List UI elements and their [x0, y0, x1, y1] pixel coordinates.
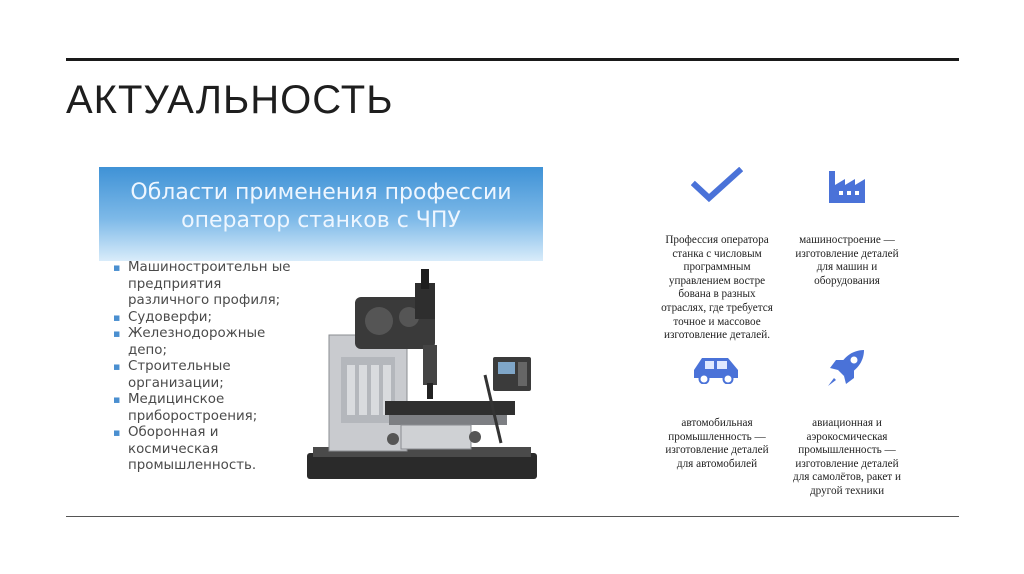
list-item: ▪ Строительные организации; — [113, 359, 231, 391]
list-item: ▪ Железнодорожные депо; — [113, 326, 266, 358]
application-areas-list — [111, 260, 291, 475]
bullet-icon: ▪ — [113, 393, 121, 406]
infographic-title-line-2: оператор станков с ЧПУ — [181, 208, 461, 233]
bullet-icon: ▪ — [113, 261, 121, 274]
checkmark-icon — [691, 167, 743, 203]
title-top-rule — [66, 58, 959, 61]
feature-text-mechanical-engineering: машиностроение — изготовление деталей для машин и оборудования — [795, 234, 899, 287]
feature-text-automotive: автомобильная промышленность — изготовление деталей для автомобилей — [665, 417, 769, 470]
bullet-icon: ▪ — [113, 310, 121, 324]
feature-text-aerospace: авиационная и аэрокосмическая промышленность — изготовление деталей для самолётов, ракет и другой техники — [793, 417, 901, 497]
list-item: ▪ Медицинское приборостроения; — [113, 392, 258, 424]
slide-title: АКТУАЛЬНОСТЬ — [66, 78, 394, 122]
rocket-icon — [824, 344, 870, 390]
infographic-title-line-1: Области применения профессии — [130, 180, 512, 205]
bullet-icon: ▪ — [113, 426, 121, 439]
list-item: ▪ Машиностроительн ые предприятия различного профиля; — [113, 260, 291, 308]
car-icon — [688, 352, 744, 384]
factory-icon — [827, 165, 867, 205]
list-item: ▪ Судоверфи; — [113, 309, 213, 325]
bullet-icon: ▪ — [113, 360, 121, 373]
list-item: ▪ Оборонная и космическая промышленность. — [113, 425, 257, 473]
bullet-icon: ▪ — [113, 327, 121, 340]
milling-machine-image — [289, 265, 541, 489]
feature-text-cnc-demand: Профессия оператора станка с числовым программным управлением востре бована в разных отраслях, где требуется точное и массовое изготовление деталей. — [661, 234, 773, 342]
bottom-rule — [66, 516, 959, 517]
cnc-infographic — [99, 167, 543, 491]
